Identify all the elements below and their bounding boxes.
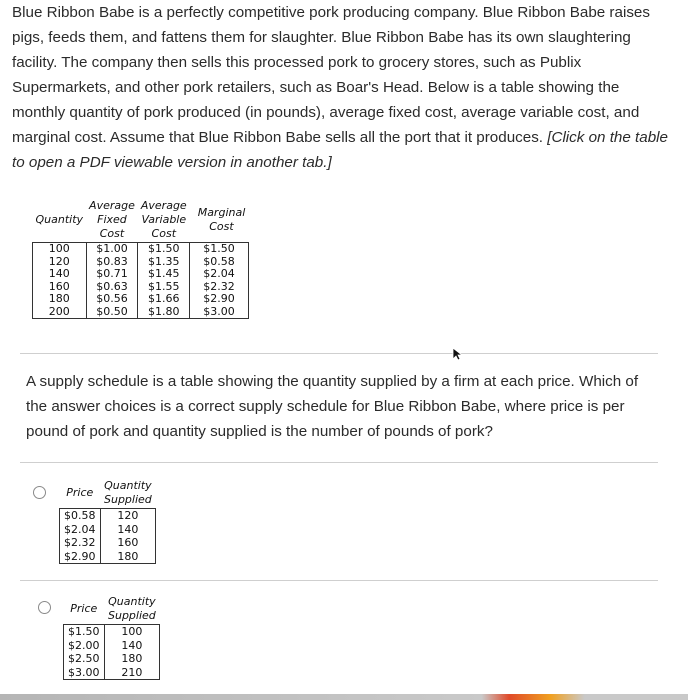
screen-bottom-edge — [0, 694, 688, 700]
header-average-variable-cost: Average Variable Cost — [140, 199, 187, 240]
mc-cell: $3.00 — [190, 306, 249, 319]
price-cell: $2.90 — [60, 550, 101, 564]
price-cell: $2.00 — [64, 639, 105, 653]
price-cell: $1.50 — [64, 625, 105, 639]
avc-cell: $1.66 — [138, 293, 190, 306]
pdf-table-link[interactable]: [Click on the table to open a PDF viewable version in another tab.] — [12, 129, 668, 171]
table-row — [33, 268, 249, 281]
mc-cell: $2.04 — [190, 268, 249, 281]
quantity-cell: 140 — [33, 268, 87, 281]
mc-cell: $1.50 — [190, 243, 249, 256]
afc-cell: $0.83 — [86, 256, 138, 269]
quantity-supplied-header: Quantity Supplied — [108, 595, 156, 622]
table-row — [64, 639, 160, 653]
mc-cell: $2.32 — [190, 281, 249, 294]
quantity-cell: 100 — [104, 625, 160, 639]
afc-cell: $0.56 — [86, 293, 138, 306]
quantity-cell: 180 — [100, 550, 156, 564]
price-cell: $2.04 — [60, 523, 101, 537]
intro-text: Blue Ribbon Babe is a perfectly competitive pork producing company. Blue Ribbon Babe raises pigs, feeds them, and fattens them for slaughter. Blue Ribbon Babe has its own slaughtering facility. The company then sells this processed pork to grocery stores, such as Publix Supermarkets, and other pork retailers, such as Boar's Head. Below is a table showing the monthly quantity of pork produced (in pounds), average fixed cost, average variable cost, and marginal cost. Assume that Blue Ribbon Babe sells all the port that it produces. — [12, 4, 650, 146]
section-divider — [20, 353, 658, 354]
afc-cell: $1.00 — [86, 243, 138, 256]
price-header: Price — [66, 486, 94, 499]
quantity-cell: 180 — [33, 293, 87, 306]
question-divider — [20, 462, 658, 463]
question-text: A supply schedule is a table showing the quantity supplied by a firm at each price. Which of the answer choices is a correct supply schedule for Blue Ribbon Babe, where price is per pound of pork and quantity supplied is the number of pounds of pork? — [26, 373, 639, 440]
table-row — [60, 509, 156, 523]
header-marginal-cost: Marginal Cost — [197, 206, 246, 233]
intro-paragraph — [12, 0, 676, 175]
table-row — [60, 550, 156, 564]
quantity-cell: 120 — [33, 256, 87, 269]
table-row — [33, 306, 249, 319]
option-divider — [20, 580, 658, 581]
quantity-cell: 160 — [33, 281, 87, 294]
cost-table[interactable] — [32, 198, 249, 319]
quantity-cell: 210 — [104, 666, 160, 680]
price-header: Price — [70, 602, 98, 615]
table-row — [33, 243, 249, 256]
table-row — [64, 652, 160, 666]
avc-cell: $1.50 — [138, 243, 190, 256]
quantity-cell: 100 — [33, 243, 87, 256]
table-row — [33, 293, 249, 306]
quantity-cell: 140 — [104, 639, 160, 653]
header-average-fixed-cost: Average Fixed Cost — [89, 199, 135, 240]
quantity-cell: 180 — [104, 652, 160, 666]
price-cell: $2.50 — [64, 652, 105, 666]
afc-cell: $0.63 — [86, 281, 138, 294]
mouse-cursor-icon — [452, 347, 464, 361]
price-cell: $3.00 — [64, 666, 105, 680]
avc-cell: $1.55 — [138, 281, 190, 294]
quantity-supplied-header: Quantity Supplied — [104, 479, 152, 506]
quantity-cell: 160 — [100, 536, 156, 550]
option-a-radio[interactable] — [33, 486, 46, 499]
afc-cell: $0.50 — [86, 306, 138, 319]
table-row — [64, 666, 160, 680]
option-b-radio[interactable] — [38, 601, 51, 614]
option-a-supply-table[interactable] — [59, 478, 156, 564]
table-row — [60, 523, 156, 537]
quantity-cell: 120 — [100, 509, 156, 523]
afc-cell: $0.71 — [86, 268, 138, 281]
price-cell: $0.58 — [60, 509, 101, 523]
mc-cell: $0.58 — [190, 256, 249, 269]
table-row — [60, 536, 156, 550]
mc-cell: $2.90 — [190, 293, 249, 306]
quantity-cell: 200 — [33, 306, 87, 319]
price-cell: $2.32 — [60, 536, 101, 550]
avc-cell: $1.35 — [138, 256, 190, 269]
header-quantity: Quantity — [35, 213, 84, 226]
avc-cell: $1.80 — [138, 306, 190, 319]
option-b-supply-table[interactable] — [63, 594, 160, 680]
avc-cell: $1.45 — [138, 268, 190, 281]
table-row — [64, 625, 160, 639]
quantity-cell: 140 — [100, 523, 156, 537]
